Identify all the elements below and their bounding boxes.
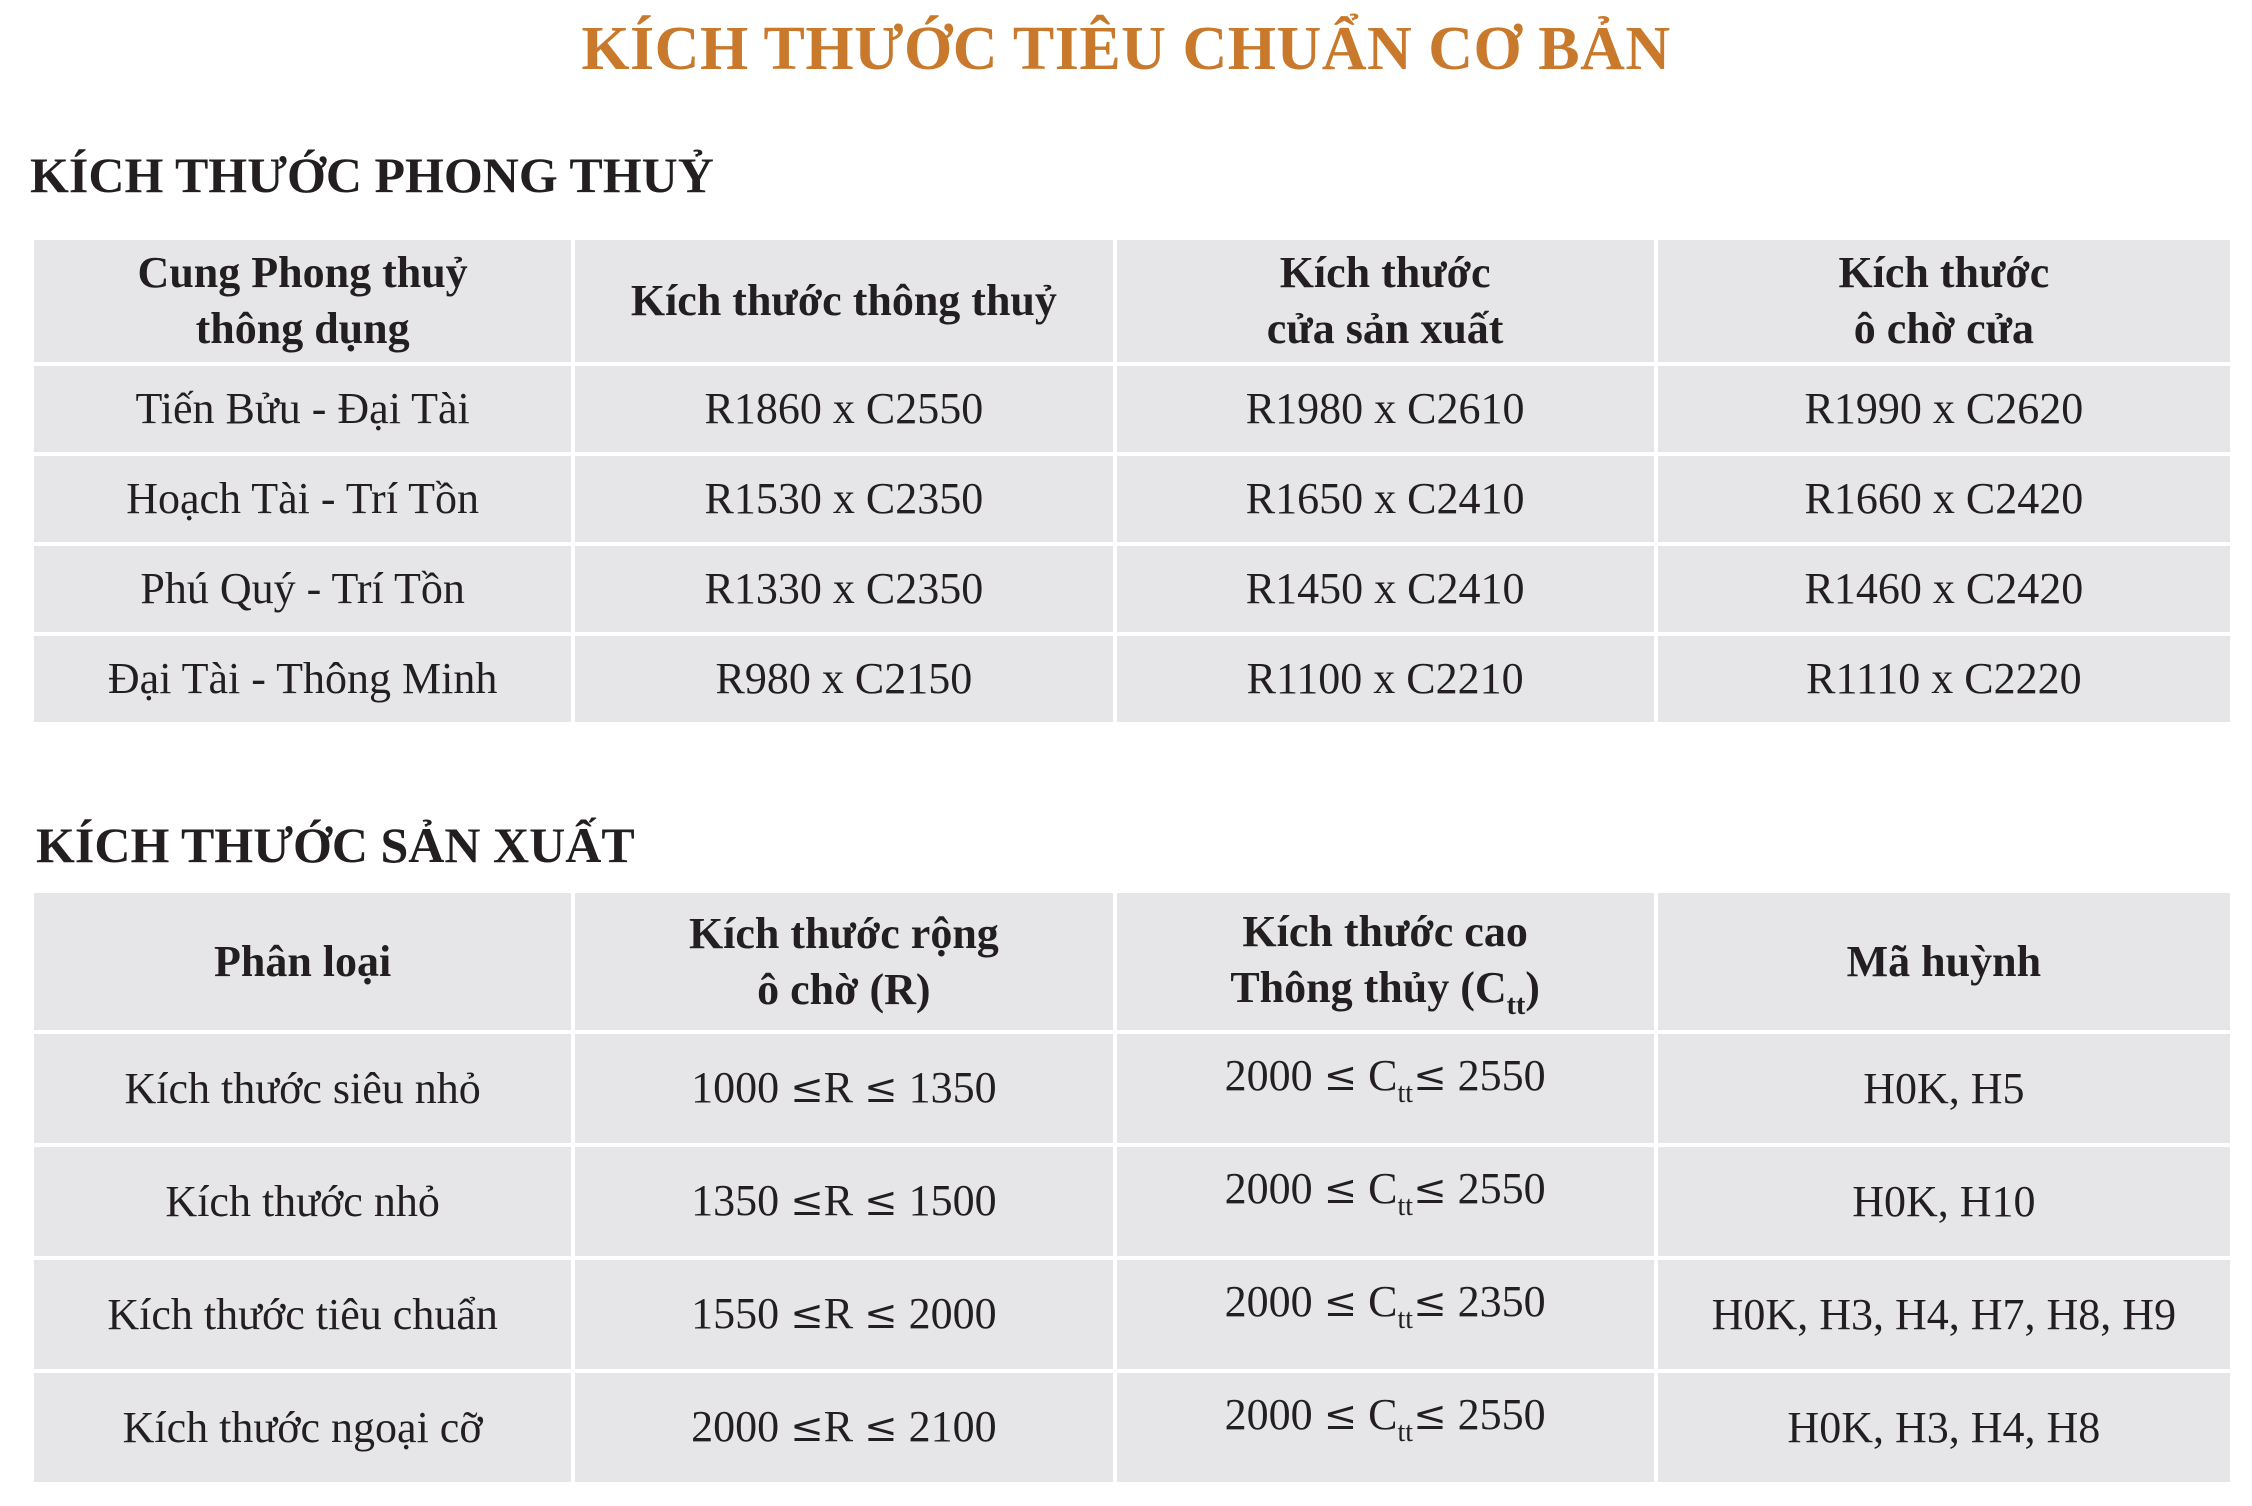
phong-thuy-table (30, 236, 2234, 726)
range-variable: R (823, 1176, 854, 1225)
subscript: tt (1397, 1078, 1414, 1109)
cell-thong-thuy: R1530 x C2350 (575, 456, 1112, 542)
less-equal-symbol: ≤ (1413, 1280, 1447, 1326)
cell-phan-loai: Kích thước siêu nhỏ (34, 1034, 571, 1143)
less-equal-symbol: ≤ (864, 1179, 898, 1225)
header-text: Mã huỳnh (1846, 936, 2042, 986)
less-equal-symbol: ≤ (864, 1066, 898, 1112)
less-equal-symbol: ≤ (790, 1066, 824, 1112)
header-text-with-subscript (1125, 960, 1646, 1020)
range-max: 2100 (908, 1402, 997, 1451)
cell-height-range (1117, 1260, 1654, 1369)
cell-cung: Tiến Bửu - Đại Tài (34, 366, 571, 452)
subscript: tt (1397, 1417, 1414, 1448)
height-range-expression (1224, 1051, 1546, 1109)
less-equal-symbol: ≤ (1323, 1054, 1358, 1100)
cell-ma-huynh: H0K, H3, H4, H7, H8, H9 (1658, 1260, 2230, 1369)
table-row (34, 366, 2230, 452)
cell-ma-huynh: H0K, H10 (1658, 1147, 2230, 1256)
range-max: 1350 (908, 1063, 997, 1112)
cell-phan-loai: Kích thước tiêu chuẩn (34, 1260, 571, 1369)
subscript: tt (1397, 1191, 1414, 1222)
cell-thong-thuy: R1330 x C2350 (575, 546, 1112, 632)
cell-cua-san-xuat: R1100 x C2210 (1117, 636, 1654, 722)
header-text: Kích thước rộng (688, 908, 999, 958)
cell-phan-loai: Kích thước nhỏ (34, 1147, 571, 1256)
header-kich-thuoc-o-cho-cua (1658, 240, 2230, 362)
range-min: 2000 (1224, 1051, 1313, 1100)
header-text: Kích thước thông thuỷ (630, 276, 1057, 325)
less-equal-symbol: ≤ (1323, 1167, 1358, 1213)
range-min: 1000 (691, 1063, 780, 1112)
san-xuat-table (30, 889, 2234, 1486)
less-equal-symbol: ≤ (1413, 1167, 1447, 1213)
range-variable: C (1368, 1051, 1398, 1100)
table-row (34, 1034, 2230, 1143)
table-header-row (34, 240, 2230, 362)
cell-width-range (575, 1260, 1112, 1369)
range-variable: C (1368, 1277, 1398, 1326)
cell-ma-huynh: H0K, H3, H4, H8 (1658, 1373, 2230, 1482)
table-row (34, 1147, 2230, 1256)
table-row (34, 1260, 2230, 1369)
header-kich-thuoc-thong-thuy (575, 240, 1112, 362)
range-max: 2550 (1457, 1164, 1546, 1213)
header-text: Phân loại (213, 936, 392, 986)
header-kich-thuoc-cua-san-xuat (1117, 240, 1654, 362)
header-text: thông dụng (195, 304, 410, 353)
header-text: Kích thước cao (1242, 906, 1528, 956)
cell-width-range (575, 1147, 1112, 1256)
header-text: Thông thủy (C (1230, 962, 1507, 1012)
range-variable: C (1368, 1164, 1398, 1213)
section-heading-phong-thuy: KÍCH THƯỚC PHONG THUỶ (30, 147, 714, 203)
header-kich-thuoc-rong (575, 893, 1112, 1030)
height-range-expression (1224, 1277, 1546, 1335)
cell-thong-thuy: R980 x C2150 (575, 636, 1112, 722)
less-equal-symbol: ≤ (1323, 1393, 1358, 1439)
height-range-expression (1224, 1390, 1546, 1448)
range-max: 1500 (908, 1176, 997, 1225)
range-variable: C (1368, 1390, 1398, 1439)
cell-o-cho-cua: R1460 x C2420 (1658, 546, 2230, 632)
header-phan-loai (34, 893, 571, 1030)
range-min: 2000 (1224, 1164, 1313, 1213)
less-equal-symbol: ≤ (790, 1405, 824, 1451)
cell-thong-thuy: R1860 x C2550 (575, 366, 1112, 452)
header-text: ô chờ (R) (757, 964, 931, 1014)
subscript: tt (1397, 1304, 1414, 1335)
cell-width-range (575, 1373, 1112, 1482)
table-row (34, 636, 2230, 722)
table-row (34, 546, 2230, 632)
range-max: 2350 (1457, 1277, 1546, 1326)
height-range-expression (1224, 1164, 1546, 1222)
section-heading-san-xuat: KÍCH THƯỚC SẢN XUẤT (36, 817, 635, 873)
range-min: 1350 (691, 1176, 780, 1225)
range-max: 2000 (908, 1289, 997, 1338)
less-equal-symbol: ≤ (1413, 1393, 1447, 1439)
table-header-row (34, 893, 2230, 1030)
page-title: KÍCH THƯỚC TIÊU CHUẨN CƠ BẢN (581, 15, 1671, 83)
header-text: Kích thước (1838, 248, 2050, 297)
range-min: 2000 (1224, 1277, 1313, 1326)
less-equal-symbol: ≤ (790, 1292, 824, 1338)
header-text: ô chờ cửa (1853, 304, 2035, 353)
header-text: ) (1525, 962, 1540, 1012)
cell-cua-san-xuat: R1980 x C2610 (1117, 366, 1654, 452)
range-min: 2000 (1224, 1390, 1313, 1439)
range-variable: R (823, 1063, 854, 1112)
cell-height-range (1117, 1147, 1654, 1256)
range-min: 1550 (691, 1289, 780, 1338)
cell-o-cho-cua: R1110 x C2220 (1658, 636, 2230, 722)
range-max: 2550 (1457, 1051, 1546, 1100)
table-row (34, 1373, 2230, 1482)
range-variable: R (823, 1289, 854, 1338)
cell-height-range (1117, 1373, 1654, 1482)
cell-width-range (575, 1034, 1112, 1143)
cell-phan-loai: Kích thước ngoại cỡ (34, 1373, 571, 1482)
cell-cung: Hoạch Tài - Trí Tồn (34, 456, 571, 542)
header-ma-huynh (1658, 893, 2230, 1030)
header-kich-thuoc-cao (1117, 893, 1654, 1030)
cell-cung: Đại Tài - Thông Minh (34, 636, 571, 722)
header-text: Cung Phong thuỷ (137, 248, 468, 297)
less-equal-symbol: ≤ (864, 1292, 898, 1338)
cell-o-cho-cua: R1660 x C2420 (1658, 456, 2230, 542)
less-equal-symbol: ≤ (1413, 1054, 1447, 1100)
header-text: cửa sản xuất (1266, 304, 1504, 353)
less-equal-symbol: ≤ (1323, 1280, 1358, 1326)
header-cung-phong-thuy (34, 240, 571, 362)
cell-ma-huynh: H0K, H5 (1658, 1034, 2230, 1143)
cell-height-range (1117, 1034, 1654, 1143)
cell-cung: Phú Quý - Trí Tồn (34, 546, 571, 632)
range-max: 2550 (1457, 1390, 1546, 1439)
cell-o-cho-cua: R1990 x C2620 (1658, 366, 2230, 452)
range-variable: R (823, 1402, 854, 1451)
range-min: 2000 (691, 1402, 780, 1451)
less-equal-symbol: ≤ (790, 1179, 824, 1225)
table-row (34, 456, 2230, 542)
cell-cua-san-xuat: R1450 x C2410 (1117, 546, 1654, 632)
header-text: Kích thước (1279, 248, 1491, 297)
subscript: tt (1506, 989, 1526, 1021)
less-equal-symbol: ≤ (864, 1405, 898, 1451)
cell-cua-san-xuat: R1650 x C2410 (1117, 456, 1654, 542)
